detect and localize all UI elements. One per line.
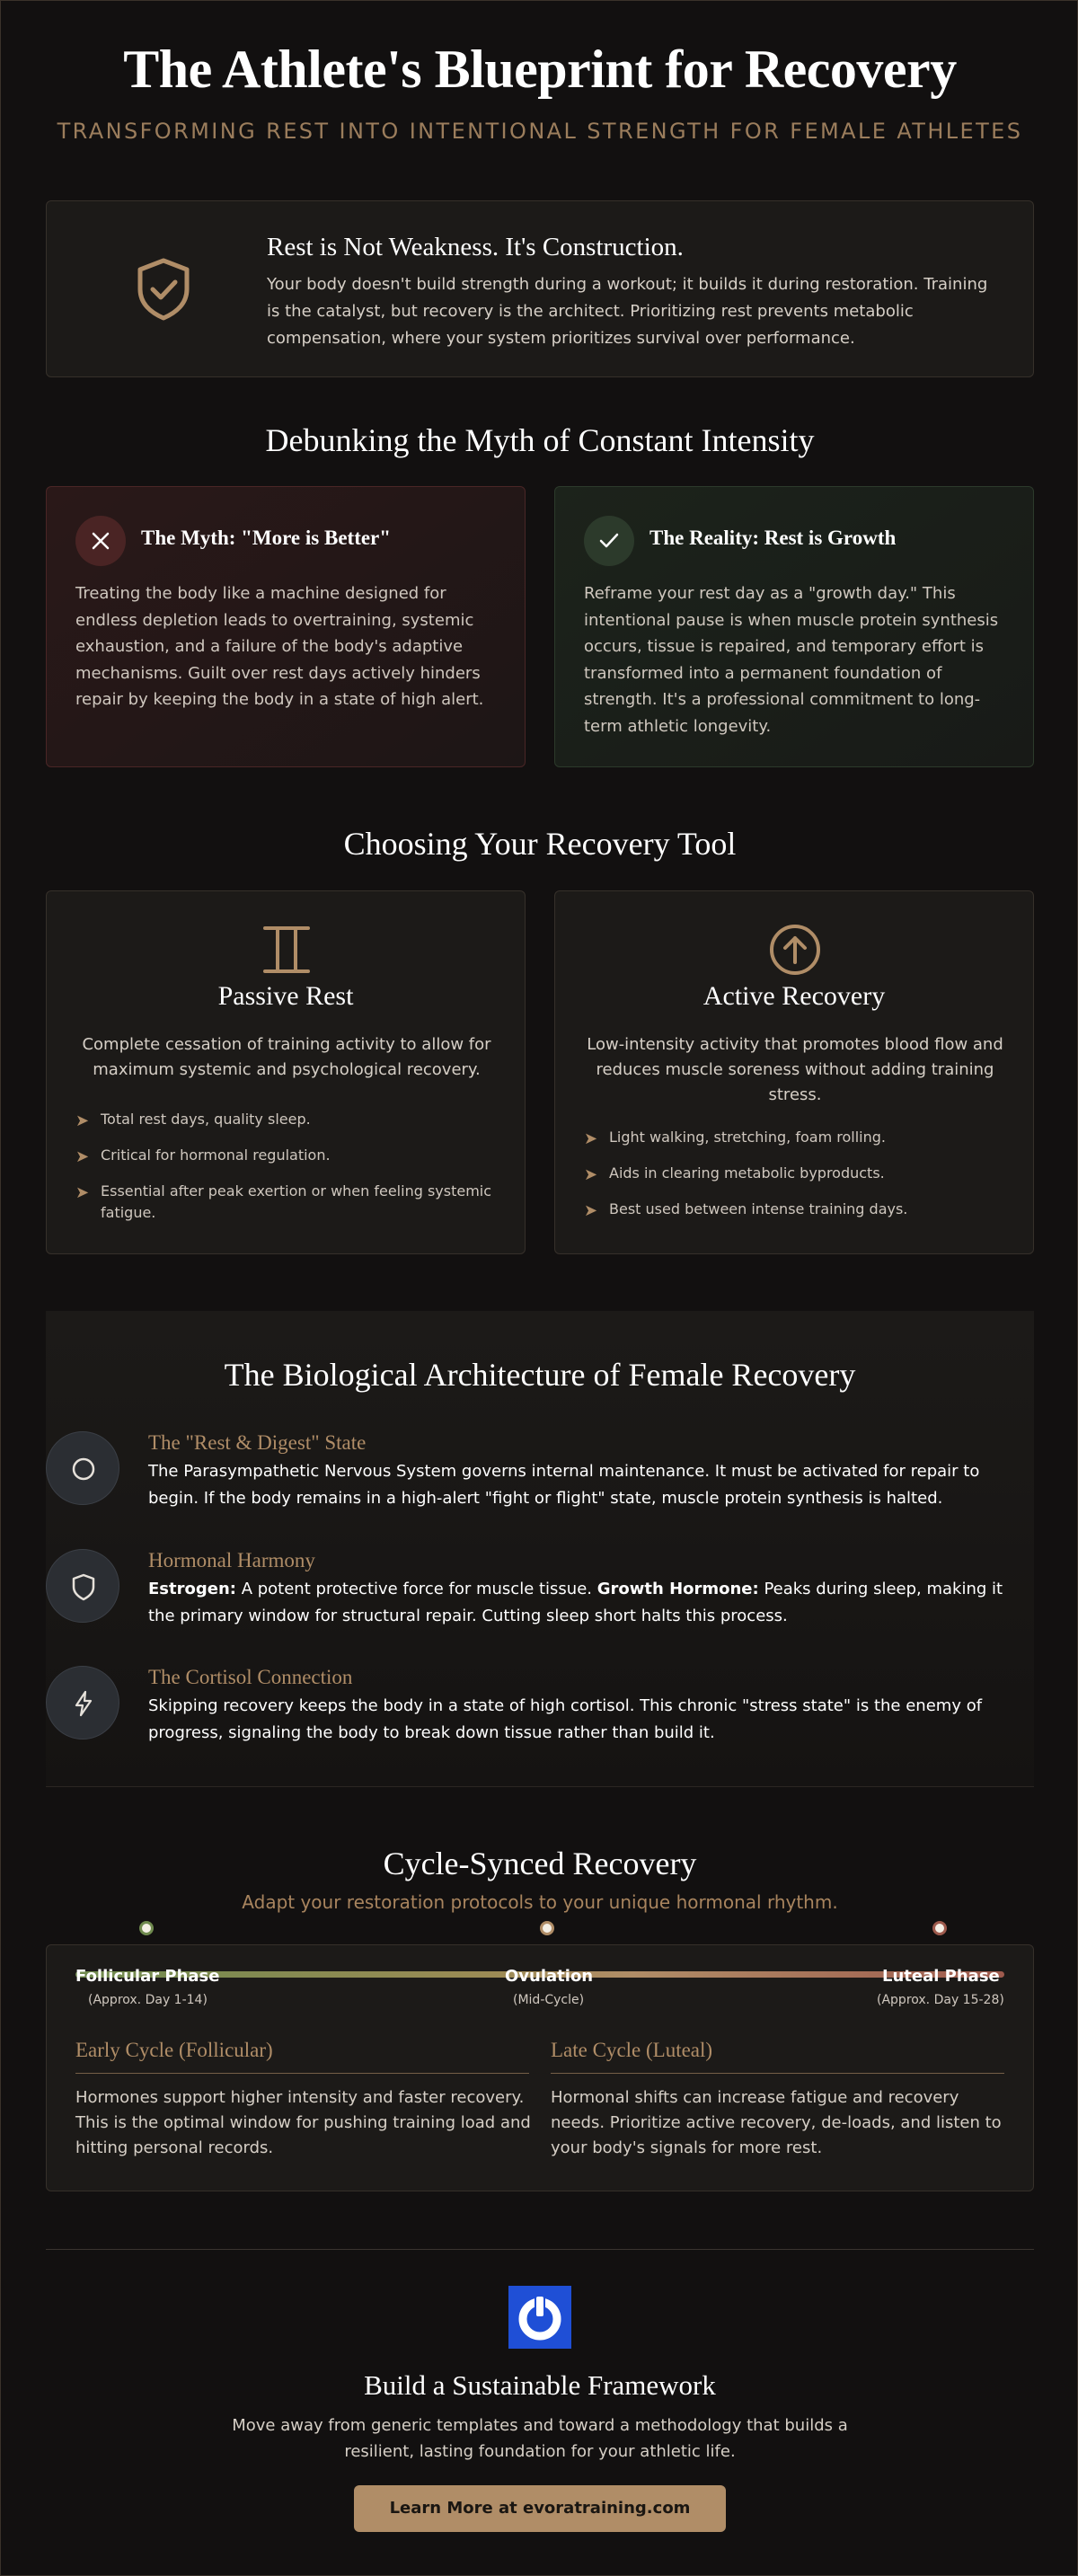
check-icon (598, 530, 620, 552)
shield-check-icon (128, 253, 199, 325)
arrow-up-circle-icon (768, 923, 822, 977)
footer-text: Move away from generic templates and toward a methodology that builds a resilient, lasting foundation for your athletic life. (232, 2416, 848, 2461)
bio-item-title: Hormonal Harmony (148, 1549, 315, 1571)
arrow-icon: ➤ (75, 1147, 90, 1166)
passive-rest-desc: Complete cessation of training activity to allow for maximum systemic and psychological recovery. (82, 1035, 491, 1079)
bio-item-text: Estrogen: A potent protective force for muscle tissue. Growth Hormone: Peaks during sleep, making it the primary window for structural repair. Cutting sleep short halts this process. (148, 1580, 1003, 1625)
list-item: ➤ Essential after peak exertion or when feeling systemic fatigue. (75, 1182, 492, 1221)
phase-luteal: Luteal Phase (882, 1967, 1000, 1986)
intro-title: Rest is Not Weakness. It's Construction. (267, 233, 684, 261)
arrow-icon: ➤ (75, 1111, 90, 1130)
myth-title: The Myth: "More is Better" (141, 527, 392, 549)
bio-item-title: The Cortisol Connection (148, 1666, 353, 1688)
bio-item-text: The Parasympathetic Nervous System governs internal maintenance. It must be activated for repair to begin. If the body remains in a high-alert "fight or flight" state, muscle protein synthesis is halted. (148, 1462, 980, 1508)
footer-divider (46, 2249, 1034, 2250)
reality-text: Reframe your rest day as a "growth day." This intentional pause is when muscle protein synthesis occurs, tissue is repaired, and temporary effort is transformed into a permanent foundation of strength. It's a professional commitment to long-term athletic longevity. (584, 584, 999, 736)
tools-section-title: Choosing Your Recovery Tool (343, 826, 737, 862)
phase-follicular: Follicular Phase (75, 1967, 220, 1986)
early-cycle-title: Early Cycle (Follicular) (75, 2039, 273, 2061)
phase-ovulation-sub: (Mid-Cycle) (513, 1993, 585, 2007)
cycle-subtitle: Adapt your restoration protocols to your unique hormonal rhythm. (242, 1891, 838, 1913)
myth-section-title: Debunking the Myth of Constant Intensity (265, 422, 815, 458)
arrow-icon: ➤ (584, 1129, 598, 1148)
reality-badge (584, 516, 634, 566)
bio-icon-circle (46, 1666, 119, 1739)
intro-card (46, 200, 1034, 377)
bio-icon-circle (46, 1549, 119, 1623)
myth-badge (75, 516, 126, 566)
arrow-icon: ➤ (75, 1183, 90, 1202)
early-cycle-text: Hormones support higher intensity and faster recovery. This is the optimal window for pushing training load and hitting personal records. (75, 2088, 531, 2157)
late-cycle-title: Late Cycle (Luteal) (551, 2039, 713, 2061)
page-subtitle: TRANSFORMING REST INTO INTENTIONAL STRENGTH FOR FEMALE ATHLETES (57, 119, 1023, 144)
power-logo-icon (508, 2286, 571, 2349)
shield-icon (69, 1572, 98, 1601)
phase-follicular-sub: (Approx. Day 1-14) (88, 1993, 208, 2007)
reality-title: The Reality: Rest is Growth (649, 527, 897, 549)
passive-rest-card (46, 890, 526, 1254)
active-recovery-title: Active Recovery (702, 981, 886, 1011)
footer-title: Build a Sustainable Framework (364, 2369, 716, 2401)
list-item: ➤ Total rest days, quality sleep. (75, 1111, 311, 1130)
early-cycle-divider (75, 2073, 529, 2074)
bio-item-title: The "Rest & Digest" State (148, 1431, 367, 1454)
bio-icon-circle (46, 1431, 119, 1505)
passive-rest-title: Passive Rest (217, 981, 354, 1011)
phase-luteal-sub: (Approx. Day 15-28) (877, 1993, 1004, 2007)
intro-text: Your body doesn't build strength during a workout; it builds it during restoration. Training is the catalyst, but recovery is the architect. Prioritizing rest prevents metabolic compensation, where your system prioritizes survival over performance. (267, 275, 988, 348)
x-icon (90, 530, 111, 552)
biology-section (46, 1311, 1034, 1787)
list-item: ➤ Light walking, stretching, foam rolling. (584, 1129, 886, 1148)
myth-card (46, 486, 526, 767)
list-item: ➤ Best used between intense training days. (584, 1200, 908, 1220)
myth-text: Treating the body like a machine designed for endless depletion leads to overtraining, systemic exhaustion, and a failure of the body's adaptive mechanisms. Guilt over rest days actively hinders repair by keeping the body in a state of high alert. (75, 584, 484, 709)
list-item: ➤ Critical for hormonal regulation. (75, 1146, 331, 1166)
ovulation-marker (540, 1921, 554, 1935)
luteal-marker (932, 1921, 947, 1935)
arrow-icon: ➤ (584, 1165, 598, 1184)
bio-item-text: Skipping recovery keeps the body in a state of high cortisol. This chronic "stress state" is the enemy of progress, signaling the body to break down tissue rather than build it. (148, 1696, 983, 1742)
reality-card (554, 486, 1034, 767)
lightning-icon (69, 1689, 98, 1718)
active-recovery-list (584, 1127, 1006, 1235)
late-cycle-divider (551, 2073, 1004, 2074)
active-recovery-desc: Low-intensity activity that promotes blood flow and reduces muscle soreness without adding training stress. (587, 1035, 1003, 1104)
passive-rest-list (75, 1109, 498, 1238)
pillar-icon (260, 923, 314, 977)
circle-icon (69, 1455, 98, 1483)
follicular-marker (139, 1921, 154, 1935)
late-cycle-text: Hormonal shifts can increase fatigue and recovery needs. Prioritize active recovery, de-loads, and listen to your body's signals for more rest. (551, 2088, 1002, 2157)
list-item: ➤ Aids in clearing metabolic byproducts. (584, 1164, 885, 1184)
page-title: The Athlete's Blueprint for Recovery (123, 40, 957, 99)
cycle-title: Cycle-Synced Recovery (383, 1846, 697, 1881)
active-recovery-card (554, 890, 1034, 1254)
biology-title: The Biological Architecture of Female Recovery (224, 1357, 856, 1393)
arrow-icon: ➤ (584, 1201, 598, 1220)
page-header (1, 39, 1078, 144)
phase-ovulation: Ovulation (505, 1967, 594, 1986)
learn-more-button[interactable]: Learn More at evoratraining.com (354, 2485, 726, 2532)
